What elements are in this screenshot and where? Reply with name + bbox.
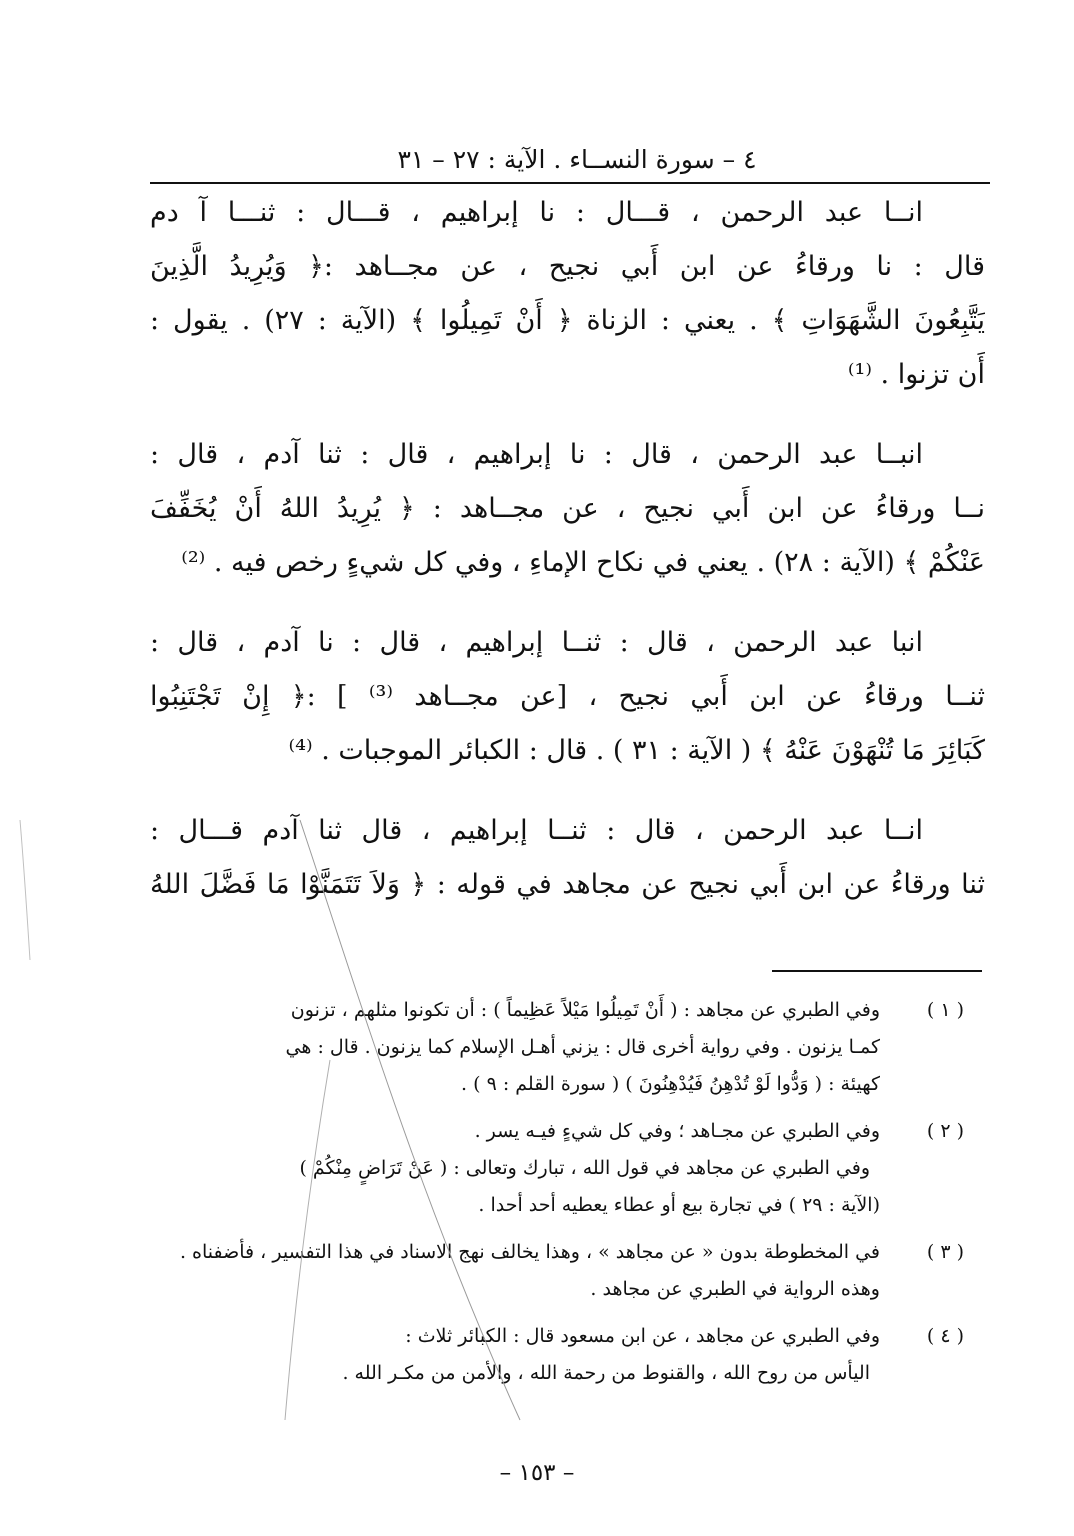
running-head: ٤ – سورة النســاء . الآية : ٢٧ – ٣١ bbox=[397, 145, 757, 174]
footnotes bbox=[90, 992, 970, 1402]
paragraph bbox=[150, 186, 985, 402]
text-line: انــا عبد الرحمن ، قال : ثنــا إبراهيم ، قال ثنا آدم قـــال : bbox=[150, 815, 923, 846]
text-line: انبــا عبد الرحمن ، قال : نا إبراهيم ، قال : ثنا آدم ، قال : bbox=[150, 439, 923, 470]
footnote-number: ( ٢ ) bbox=[926, 1120, 964, 1142]
text-line: كَبَائِرَ مَا تُنْهَوْنَ عَنْهُ ﴾ ( الآية : ٣١ ) . قال : الكبائر الموجبات . ⁽⁴⁾ bbox=[288, 735, 985, 766]
paragraph bbox=[150, 804, 985, 912]
footnote-rule bbox=[772, 970, 982, 972]
footnote-line: وفي الطبري عن مجاهد ، عن ابن مسعود قال : الكبائر ثلاث : bbox=[405, 1325, 880, 1347]
footnote-line: في المخطوطة بدون « عن مجاهد » ، وهذا يخالف نهج الاسناد في هذا التفسير ، فأضفناه . bbox=[179, 1241, 880, 1263]
text-line: نــا ورقاءُ عن ابن أَبي نجيح ، عن مجــاهد : ﴿ يُرِيدُ اللهُ أَنْ يُخَفِّفَ bbox=[150, 493, 985, 524]
text-line: قال : نا ورقاءُ عن ابن أَبي نجيح ، عن مجــاهد :﴿ وَيُرِيدُ الَّذِينَ bbox=[150, 251, 985, 282]
text-line: أَن تزنوا . ⁽¹⁾ bbox=[847, 359, 985, 390]
footnote bbox=[90, 992, 970, 1103]
text-line: ثنا ورقاءُ عن ابن أَبي نجيح عن مجاهد في قوله : ﴿ وَلاَ تَتَمَنَّوْا مَا فَضَّلَ اللهُ bbox=[150, 869, 985, 900]
footnote-line: كمـا يزنون . وفي رواية أخرى قال : يزني أهـل الإسلام كما يزنون . قال : هي bbox=[285, 1036, 880, 1058]
footnote-line: اليأس من روح الله ، والقنوط من رحمة الله ، والأمن من مكـر الله . bbox=[342, 1362, 870, 1384]
footnote-line: وفي الطبري عن مجاهد في قول الله ، تبارك وتعالى : ( عَنْ تَرَاضٍ مِنْكُمْ ) bbox=[299, 1157, 870, 1179]
footnote-number: ( ٣ ) bbox=[926, 1241, 964, 1263]
header-rule bbox=[150, 182, 990, 184]
footnote-number: ( ٤ ) bbox=[926, 1325, 964, 1347]
main-text bbox=[150, 186, 985, 938]
footnote bbox=[90, 1234, 970, 1308]
footnote-number: ( ١ ) bbox=[926, 999, 964, 1021]
text-line: ثنــا ورقاءُ عن ابن أَبي نجيح ، [عن مجــاهد ⁽³⁾ ] :﴿ إِنْ تَجْتَنِبُوا bbox=[150, 681, 985, 712]
paragraph bbox=[150, 428, 985, 590]
footnote-line: وفي الطبري عن مجاهد : ( أَنْ تَمِيلُوا مَيْلاً عَظِيماً ) : أن تكونوا مثلهم ، تزنون bbox=[290, 999, 880, 1021]
footnote-line: وفي الطبري عن مجـاهد ؛ وفي كل شيءٍ فيـه يسر . bbox=[474, 1120, 880, 1142]
paragraph bbox=[150, 616, 985, 778]
footnote-line: كهيئة : ( وَدُّوا لَوْ تُدْهِنُ فَيُدْهِنُونَ ) ( سورة القلم : ٩ ) . bbox=[461, 1073, 880, 1095]
footnote bbox=[90, 1113, 970, 1224]
text-line: عَنْكُمْ ﴾ (الآية : ٢٨) . يعني في نكاح الإماءِ ، وفي كل شيءٍ رخص فيه . ⁽²⁾ bbox=[181, 547, 985, 578]
page-number: – ١٥٣ – bbox=[499, 1460, 575, 1486]
footnote bbox=[90, 1318, 970, 1392]
footnote-line: وهذه الرواية في الطبري عن مجاهد . bbox=[590, 1278, 880, 1300]
text-line: انــا عبد الرحمن ، قـــال : نا إبراهيم ، قـــال : ثنـــا آ دم bbox=[150, 197, 923, 228]
footnote-line: (الآية : ٢٩ ) في تجارة بيع أو عطاء يعطيه أحد أحدا . bbox=[478, 1194, 880, 1216]
text-line: انبا عبد الرحمن ، قال : ثنــا إبراهيم ، قال : نا آدم ، قال : bbox=[150, 627, 923, 658]
text-line: يَتَّبِعُونَ الشَّهَوَاتِ ﴾ . يعني : الزناة ﴿ أَنْ تَمِيلُوا ﴾ (الآية : ٢٧) . يقول : bbox=[150, 305, 985, 336]
